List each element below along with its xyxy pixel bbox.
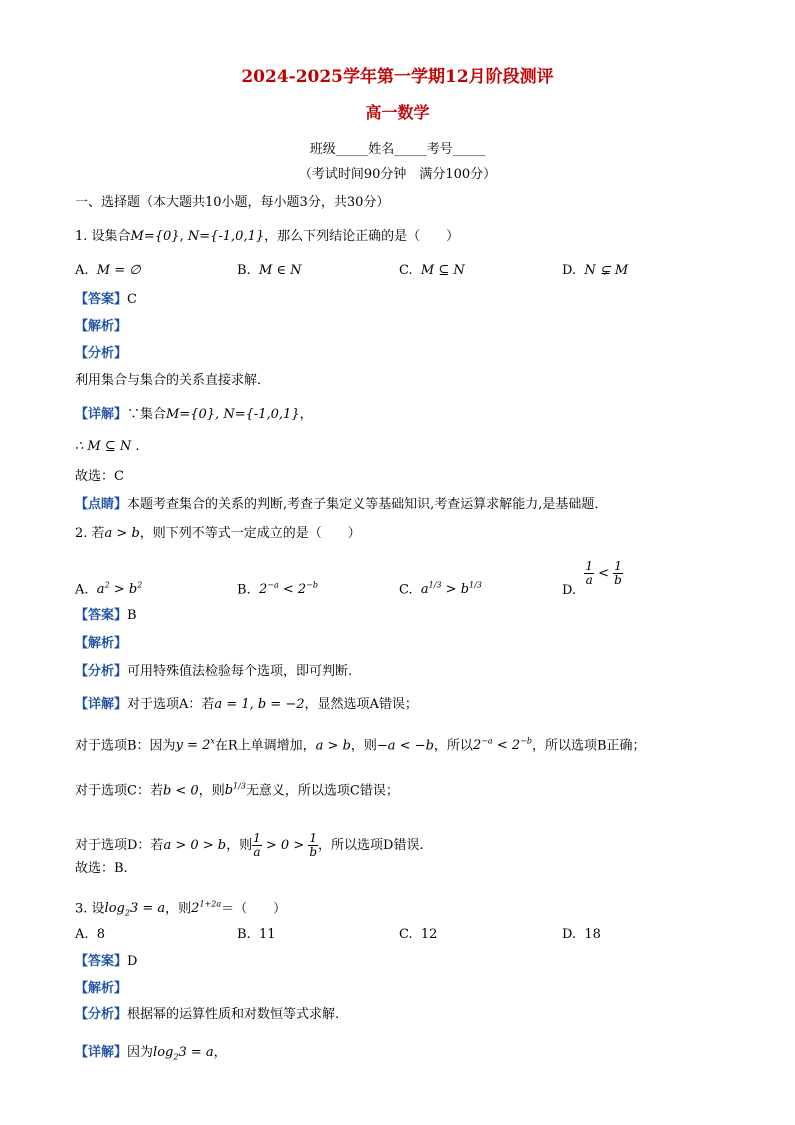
stem-text: ，则: [165, 901, 192, 917]
analysis-tag: 【解析】: [75, 636, 128, 651]
option-label: A.: [75, 582, 89, 598]
q1-detail: [75, 406, 313, 424]
q3-fenxi: [75, 1006, 339, 1024]
answer-tag: 【答案】: [75, 954, 128, 969]
q2-stem: [75, 525, 361, 543]
q1-analysis-tag: [75, 318, 127, 336]
q1-option-c: [399, 262, 465, 280]
q2-option-d: D. $\frac{1}{a}$ < $\frac{1}{b}$: [562, 559, 622, 598]
detail-text: ，则: [226, 838, 253, 853]
q3-detail: 【详解】因为$\log_23 = a$，: [75, 1045, 227, 1062]
stem-text: 2. 若: [75, 526, 105, 541]
option-expr: M = ∅: [96, 263, 141, 278]
detail-math: M={0}, N={-1,0,1}: [166, 407, 300, 422]
detail-text: 在R上单调增加，: [214, 738, 316, 754]
option-expr: N ⊊ M: [584, 263, 629, 278]
stem-text: ，则下列不等式一定成立的是（ ）: [139, 526, 361, 541]
therefore-math: ∴ M ⊆ N .: [75, 439, 140, 454]
option-label: A.: [75, 927, 89, 942]
option-value: 11: [258, 927, 276, 942]
q2-option-c: C. $a^{1/3} > b^{1/3}$: [399, 581, 482, 598]
q2-fenxi: [75, 663, 352, 681]
option-label: D.: [562, 927, 577, 942]
q1-stem-suffix: ，那么下列结论正确的是（ ）: [264, 229, 460, 244]
q1-set-m: M={0}: [130, 229, 180, 244]
fenxi-text: 根据幂的运算性质和对数恒等式求解.: [127, 1007, 340, 1022]
fenxi-tag: 【分析】: [75, 1007, 128, 1022]
detail-text: ，: [213, 1045, 227, 1060]
fenxi-tag: 【分析】: [75, 664, 128, 679]
stem-math: a > b: [104, 526, 140, 541]
q1-option-d: [562, 262, 628, 280]
option-label: B.: [237, 582, 251, 598]
detail-math: a = 1, b = −2: [214, 697, 305, 712]
q2-detail-b: 对于选项B：因为$y = 2^x$在R上单调增加，a > b，则−a < −b，所以$2^{-a} < 2^{-b}$，所以选项B正确；: [75, 737, 646, 754]
q1-choose: 故选：C: [75, 469, 124, 484]
option-label: C.: [399, 582, 413, 598]
q1-stem: 1. 设集合M={0}, N={-1,0,1}，那么下列结论正确的是（ ）: [75, 229, 460, 244]
q1-set-n: N={-1,0,1}: [187, 229, 265, 244]
q3-answer: [75, 953, 137, 971]
option-value: 18: [584, 927, 601, 942]
answer-tag: 【答案】: [75, 292, 128, 307]
answer-value: B: [127, 608, 137, 623]
detail-text: 对于选项C：若: [75, 783, 163, 799]
student-fields: 班级_____姓名_____考号_____: [309, 142, 486, 157]
detail-tag: 【详解】: [75, 407, 128, 422]
option-label: A.: [75, 263, 89, 278]
q3-option-a: [75, 926, 105, 944]
q1-comment: [75, 496, 607, 514]
detail-text: 无意义，所以选项C错误；: [245, 783, 399, 799]
stem-text: 3. 设: [75, 901, 105, 917]
fenxi-tag: 【分析】: [75, 346, 128, 361]
q1-answer: [75, 291, 137, 309]
option-label: B.: [237, 263, 251, 278]
answer-tag: 【答案】: [75, 608, 128, 623]
detail-text: ，显然选项A错误；: [304, 697, 418, 712]
option-label: D.: [562, 263, 577, 278]
q2-choose: 故选：B.: [75, 861, 128, 876]
q3-option-d: [562, 926, 601, 944]
q2-answer: [75, 607, 137, 625]
q3-option-b: [237, 926, 276, 944]
detail-text: 对于选项D：若: [75, 838, 164, 853]
option-label: B.: [237, 927, 251, 942]
q1-fenxi: 利用集合与集合的关系直接求解．: [75, 373, 271, 388]
detail-text: ，所以选项D错误.: [318, 838, 424, 853]
exam-info: （考试时间90分钟 满分100分）: [298, 167, 497, 182]
detail-math: a > 0 > b: [163, 838, 227, 853]
comment-text: 本题考查集合的关系的判断,考查子集定义等基础知识,考查运算求解能力,是基础题．: [127, 497, 608, 512]
detail-text: ，所以: [433, 738, 473, 754]
q2-detail-a: [75, 696, 418, 714]
q1-stem-prefix: 1. 设集合: [75, 229, 131, 244]
detail-tag: 【详解】: [75, 697, 128, 712]
q3-stem: 3. 设$\log_23 = a$，则$2^{1+2a}=$（ ）: [75, 900, 287, 918]
fenxi-text: 可用特殊值法检验每个选项，即可判断.: [127, 664, 353, 679]
option-value: 8: [96, 927, 106, 942]
option-label: D.: [562, 583, 577, 598]
q2-detail-d: 对于选项D：若a > 0 > b，则 $\frac{1}{a}$ > 0 > $\frac{1}{b}$ ，所以选项D错误.: [75, 831, 424, 859]
option-label: C.: [399, 263, 413, 278]
detail-text: ，则: [350, 738, 377, 754]
answer-value: D: [127, 954, 138, 969]
q3-analysis-tag: [75, 980, 127, 998]
q1-fenxi-tag: [75, 345, 127, 363]
detail-math: a > b: [315, 738, 351, 754]
q1-therefore: [75, 438, 140, 456]
detail-text: 对于选项B：因为: [75, 738, 176, 754]
analysis-tag: 【解析】: [75, 981, 128, 996]
detail-tag: 【详解】: [75, 1045, 128, 1060]
stem-text: ＝（ ）: [221, 901, 287, 917]
q2-option-b: B. $2^{-a} < 2^{-b}$: [237, 581, 318, 598]
option-label: C.: [399, 927, 413, 942]
detail-text: 因为: [127, 1045, 154, 1060]
q2-analysis-tag: [75, 635, 127, 653]
comment-tag: 【点睛】: [75, 497, 128, 512]
exam-title: 2024-2025学年第一学期12月阶段测评: [241, 67, 554, 87]
section-heading: 一、选择题（本大题共10小题，每小题3分，共30分）: [75, 195, 390, 210]
detail-text: ，则: [198, 783, 225, 799]
detail-text: ，: [299, 407, 313, 422]
q3-option-c: [399, 926, 437, 944]
detail-math: b < 0: [162, 783, 199, 799]
option-expr: M ⊆ N: [420, 263, 465, 278]
option-expr: M ∈ N: [258, 263, 302, 278]
detail-text: ∵集合: [127, 407, 167, 422]
q2-option-a: A. $a^2 > b^2$: [75, 581, 143, 598]
exam-subject: 高一数学: [365, 103, 430, 122]
q1-option-b: [237, 262, 302, 280]
detail-math: −a < −b: [376, 738, 434, 754]
detail-text: ，所以选项B正确；: [531, 738, 646, 754]
answer-value: C: [127, 292, 137, 307]
q2-detail-c: 对于选项C：若b < 0，则$b^{1/3}$无意义，所以选项C错误；: [75, 782, 399, 799]
option-value: 12: [420, 927, 438, 942]
analysis-tag: 【解析】: [75, 319, 128, 334]
detail-text: 对于选项A：若: [127, 697, 215, 712]
q1-option-a: [75, 262, 141, 280]
